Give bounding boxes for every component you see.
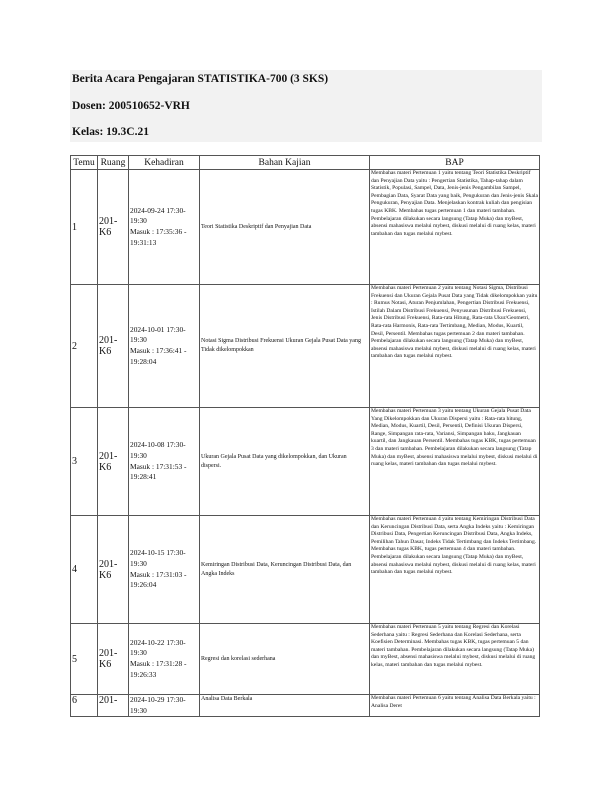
jadwal-text: 2024-10-22 17:30-19:30 [130, 637, 186, 658]
bahan-kajian-cell: Notasi Sigma Distribusi Frekuensi Ukuran Gejala Pusat Data yang Tidak dikelompokkan [200, 285, 370, 408]
ruang-cell: 201-K6 [98, 170, 129, 285]
bap-cell: Membahas materi Pertemuan 2 yaitu tentang Notasi Sigma, Distribusi Frekuensi dan Ukuran Gejala Pusat Data yang Tidak dikelompokkan yaitu : Rumus Notasi, Aturan Penjumlahan, Pengertian Distribusi Frekuensi, Istilah Dalam Distribusi Frekuensi, Penyusunan Distribusi Frekuensi, Jenis Distribusi Frekuensi, Rata-rata Hitung, Rata-rata Ukur/Geometri, Rata-rata Harmonis, Rata-rata Tertimbang, Median, Modus, Kuartil, Desil, Persentil. Membahas tugas pertemuan 2 dan materi tambahan. Pembelajaran dilakukan secara langsung (Tatap Muka) dan myBest, absensi mahasiswa melalui mybest, diskusi melalui di ruang kelas, materi tambahan dan tugas melalui mybest. [370, 285, 540, 408]
bahan-kajian-cell: Kemiringan Distribusi Data, Keruncingan Distribusi Data, dan Angka Indeks [200, 516, 370, 624]
bap-cell: Membahas materi Pertemuan 1 yaitu tentang Teori Statistika Deskriptif dan Penyajian Data yaitu : Pengertian Statistika, Tahap-tahap dalam Statistik, Populasi, Sampel, Data, Jenis-jenis Pengambilan Sampel, Pembagian Data, Syarat Data yang baik, Pengukuran dan Jenis-jenis Skala Pengukuran, Penyajian Data. Menjelaskan kontrak kuliah dan pengisian tugas KBK. Membahas tugas pertemuan 1 dan materi tambahan. Pembelajaran dilakukan secara langsung (Tatap Muka) dan myBest, absensi mahasiswa melalui mybest, diskusi melalui di ruang kelas, materi tambahan dan tugas melalui mybest. [370, 170, 540, 285]
jadwal-text: 2024-10-01 17:30-19:30 [130, 324, 186, 345]
ruang-cell: 201- [98, 695, 129, 717]
col-header-ruang: Ruang [98, 156, 129, 170]
jadwal-text: 2024-09-24 17:30-19:30 [130, 205, 186, 226]
kehadiran-cell [129, 408, 200, 516]
masuk-text: Masuk : 17:31:53 - 19:28:41 [130, 461, 187, 482]
bap-table [70, 155, 540, 717]
temu-cell: 2 [71, 285, 98, 408]
masuk-text: Masuk : 17:35:36 - 19:31:13 [130, 227, 187, 247]
document-title: Berita Acara Pengajaran STATISTIKA-700 (3 SKS) [72, 73, 329, 85]
ruang-cell: 201-K6 [98, 285, 129, 408]
temu-cell: 5 [71, 624, 98, 695]
kehadiran-cell [129, 695, 200, 717]
col-header-kehadiran: Kehadiran [129, 156, 200, 170]
bap-cell: Membahas materi Pertemuan 4 yaitu tentang Kemiringan Distribusi Data dan Keruncingan Distribusi Data, serta Angka Indeks yaitu : Kemiringan Distribusi Data, Pengertian Keruncingan Distribusi Data, Angka Indeks, Pemilihan Tahun Dasar, Indeks Tidak Tertimbang dan Indeks Tertimbang. Membahas tugas KBK, tugas pertemuan 4 dan materi tambahan. Pembelajaran dilakukan secara langsung (Tatap Muka) dan myBest, absensi mahasiswa melalui mybest, diskusi melalui di ruang kelas, materi tambahan dan tugas melalui mybest. [370, 516, 540, 624]
col-header-temu: Temu [71, 156, 98, 170]
jadwal-text: 2024-10-15 17:30-19:30 [130, 548, 186, 568]
col-header-bap: BAP [370, 156, 540, 170]
bap-cell: Membahas materi Pertemuan 3 yaitu tentang Ukuran Gejala Pusat Data Yang Dikelompokkan dan Ukuran Dispersi yaitu : Rata-rata hitung, Median, Modus, Kuartil, Desil, Persentil, Definisi Ukuran Dispersi, Range, Simpangan rata-rata, Variansi, Simpangan baku, Jangkauan kuartil, dan Jangkauan Persentil. Membahas tugas KBK, tugas pertemuan 3 dan materi tambahan. Pembelajaran dilakukan secara langsung (Tatap Muka) dan myBest, absensi mahasiswa melalui mybest, diskusi melalui di ruang kelas, materi tambahan dan tugas melalui mybest. [370, 408, 540, 516]
kehadiran-cell [129, 285, 200, 408]
jadwal-text: 2024-10-29 17:30-19:30 [130, 695, 186, 715]
temu-cell: 6 [71, 695, 98, 717]
kehadiran-cell [129, 170, 200, 285]
masuk-text: Masuk : 17:36:41 - 19:28:04 [130, 346, 187, 366]
bahan-kajian-cell: Ukuran Gejala Pusat Data yang dikelompokkan, dan Ukuran dispersi. [200, 408, 370, 516]
document-header [70, 70, 542, 142]
masuk-text: Masuk : 17:31:03 - 19:26:04 [130, 569, 187, 590]
temu-cell: 3 [71, 408, 98, 516]
table-header-row [71, 156, 540, 170]
kehadiran-cell [129, 516, 200, 624]
ruang-cell: 201-K6 [98, 408, 129, 516]
table-row [71, 516, 540, 624]
temu-cell: 4 [71, 516, 98, 624]
table-row [71, 170, 540, 285]
kelas-label: Kelas: 19.3C.21 [72, 126, 149, 138]
table-row [71, 408, 540, 516]
table-row [71, 695, 540, 717]
temu-cell: 1 [71, 170, 98, 285]
bap-cell: Membahas materi Pertemuan 6 yaitu tentang Analisa Data Berkala yaitu : Analisa Deret [370, 695, 540, 717]
ruang-cell: 201-K6 [98, 516, 129, 624]
table-row [71, 624, 540, 695]
bap-cell: Membahas materi Pertemuan 5 yaitu tentang Regresi dan Korelasi Sederhana yaitu : Regresi Sederhana dan Korelasi Sederhana, serta Koefisien Determinasi. Membahas tugas KBK, tugas pertemuan 5 dan materi tambahan. Pembelajaran dilakukan secara langsung (Tatap Muka) dan myBest, absensi mahasiswa melalui mybest, diskusi melalui di ruang kelas, materi tambahan dan tugas melalui mybest. [370, 624, 540, 695]
jadwal-text: 2024-10-08 17:30-19:30 [130, 440, 186, 460]
masuk-text: Masuk : 17:31:28 - 19:26:33 [130, 659, 187, 679]
bahan-kajian-cell: Teori Statistika Deskriptif dan Penyajian Data [200, 170, 370, 285]
kehadiran-cell [129, 624, 200, 695]
table-row [71, 285, 540, 408]
dosen-label: Dosen: 200510652-VRH [72, 100, 190, 112]
ruang-cell: 201-K6 [98, 624, 129, 695]
col-header-bahan-kajian: Bahan Kajian [200, 156, 370, 170]
bahan-kajian-cell: Analisa Data Berkala [200, 695, 370, 717]
bahan-kajian-cell: Regresi dan korelasi sederhana [200, 624, 370, 695]
